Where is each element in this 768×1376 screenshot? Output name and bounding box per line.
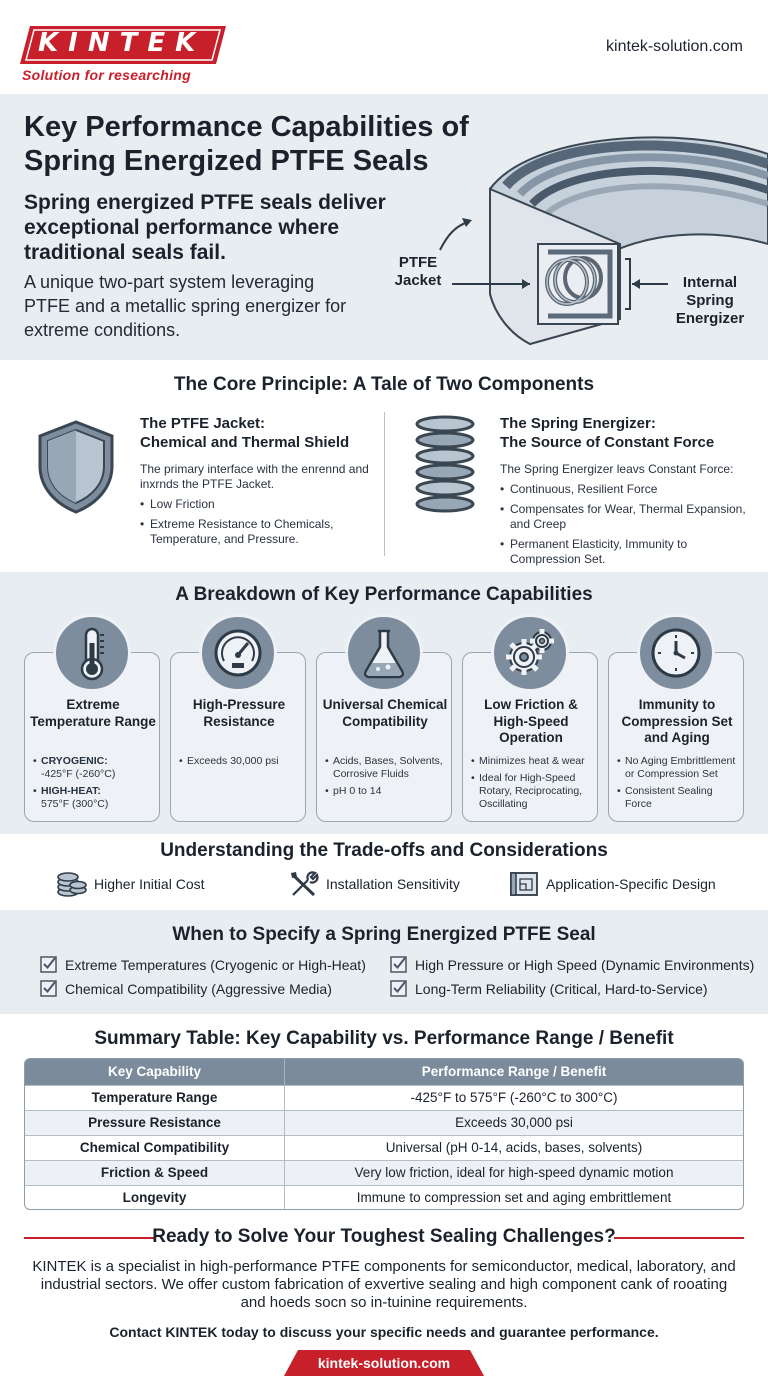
when-title: When to Specify a Spring Energized PTFE Seal — [172, 924, 596, 945]
table-row — [25, 1110, 743, 1135]
card-title: Universal Chemical Compatibility — [322, 697, 448, 729]
table-row — [25, 1185, 743, 1210]
table-cell: -425°F to 575°F (-260°C to 300°C) — [410, 1090, 618, 1105]
ptfe-jacket-heading-2: Chemical and Thermal Shield — [140, 434, 350, 451]
tradeoff-label: Higher Initial Cost — [94, 876, 205, 892]
tradeoffs-title: Understanding the Trade-offs and Considerations — [160, 840, 608, 861]
cta-url-button[interactable] — [284, 1350, 484, 1376]
table-cell: Longevity — [25, 1186, 285, 1210]
list-item: • Permanent Elasticity, Immunity to Compression Set. — [500, 537, 752, 567]
tools-icon — [288, 870, 320, 898]
core-divider — [384, 412, 385, 556]
checkbox-icon — [40, 956, 57, 973]
table-header: Performance Range / Benefit — [421, 1064, 607, 1079]
list-item: • Exceeds 30,000 psi — [179, 755, 303, 768]
checkbox-icon — [40, 980, 57, 997]
hero-section — [0, 94, 768, 360]
card-title: Extreme Temperature Range — [30, 697, 156, 729]
card-list — [33, 755, 157, 815]
tradeoff-cost — [56, 870, 205, 898]
hero-body: A unique two-part system leveraging PTFE and a metallic spring energizer for extreme conditions. — [24, 272, 347, 340]
table-header: Key Capability — [25, 1059, 285, 1085]
ptfe-jacket-list — [140, 497, 370, 547]
checklist-item: Extreme Temperatures (Cryogenic or High-Heat) — [40, 956, 366, 973]
logo-text: KINTEK — [38, 28, 206, 58]
tradeoff-label: Installation Sensitivity — [326, 876, 460, 892]
list-item: • No Aging Embrittlement or Compression Set — [617, 755, 741, 781]
checklist-item: Long-Term Reliability (Critical, Hard-to-Service) — [390, 980, 708, 997]
logo[interactable] — [20, 24, 226, 71]
table-row — [25, 1135, 743, 1160]
card-list — [325, 755, 449, 802]
list-item: • Acids, Bases, Solvents, Corrosive Fluids — [325, 755, 449, 781]
list-item: • Compensates for Wear, Thermal Expansion, and Creep — [500, 502, 752, 532]
card-list — [617, 755, 741, 815]
checklist-item: Chemical Compatibility (Aggressive Media) — [40, 980, 332, 997]
table-cell: Pressure Resistance — [25, 1111, 285, 1135]
table-cell: Very low friction, ideal for high-speed dynamic motion — [354, 1165, 674, 1180]
label-ptfe-jacket: PTFE Jacket — [394, 254, 442, 289]
spring-text: The Spring Energizer leavs Constant Force: — [500, 462, 734, 476]
checkbox-icon — [390, 980, 407, 997]
clock-icon — [637, 614, 715, 692]
table-header-row — [25, 1059, 743, 1085]
card-title: Low Friction & High-Speed Operation — [484, 697, 578, 745]
tradeoff-design — [508, 870, 716, 898]
spring-energizer-block — [500, 414, 752, 572]
table-cell: Exceeds 30,000 psi — [455, 1115, 573, 1130]
flask-icon — [345, 614, 423, 692]
ptfe-jacket-block — [140, 414, 370, 552]
table-cell: Immune to compression set and aging embrittlement — [356, 1190, 672, 1205]
card-title: High-Pressure Resistance — [192, 697, 286, 729]
cta-contact: Contact KINTEK today to discuss your specific needs and guarantee performance. — [109, 1324, 659, 1340]
pressure-gauge-icon — [199, 614, 277, 692]
summary-table — [24, 1058, 744, 1210]
checkbox-icon — [390, 956, 407, 973]
list-item: • pH 0 to 14 — [325, 785, 449, 798]
cta-url[interactable]: kintek-solution.com — [317, 1355, 451, 1371]
list-item: • HIGH-HEAT: 575°F (300°C) — [33, 785, 157, 811]
ptfe-jacket-text: The primary interface with the enrennd and inxrnds the PTFE Jacket. — [140, 462, 369, 491]
list-item: • Extreme Resistance to Chemicals, Temperature, and Pressure. — [140, 517, 370, 547]
list-item: • Low Friction — [140, 497, 370, 512]
table-cell: Friction & Speed — [25, 1161, 285, 1185]
thermometer-icon — [53, 614, 131, 692]
cta-body: KINTEK is a specialist in high-performance PTFE components for semiconductor, medical, laboratory, and industrial sectors. We offer custom fabrication of exvertive sealing and high component cank of rooating and hoeds socn so in-tuinine requirements. — [32, 1258, 736, 1311]
blueprint-icon — [508, 870, 540, 898]
table-cell: Chemical Compatibility — [25, 1136, 285, 1160]
label-internal-spring: Internal Spring Energizer — [675, 274, 745, 327]
spring-heading-2: The Source of Constant Force — [500, 434, 715, 451]
ptfe-jacket-heading-1: The PTFE Jacket: — [140, 415, 266, 432]
table-row — [25, 1160, 743, 1185]
card-title: Immunity to Compression Set and Aging — [621, 697, 733, 745]
tradeoff-installation — [288, 870, 460, 898]
breakdown-title: A Breakdown of Key Performance Capabilities — [175, 584, 593, 605]
spring-list — [500, 482, 752, 567]
header — [0, 0, 768, 94]
hero-subtitle: Spring energized PTFE seals deliver exceptional performance where traditional seals fail. — [24, 191, 386, 264]
list-item: • CRYOGENIC: -425°F (-260°C) — [33, 755, 157, 781]
card-list — [471, 755, 595, 815]
list-item: • Continuous, Resilient Force — [500, 482, 752, 497]
site-url[interactable]: kintek-solution.com — [606, 38, 743, 55]
cta-title: Ready to Solve Your Toughest Sealing Challenges? — [152, 1226, 616, 1247]
table-cell: Universal (pH 0-14, acids, bases, solvents) — [385, 1140, 643, 1155]
spring-heading-1: The Spring Energizer: — [500, 415, 656, 432]
shield-icon — [34, 418, 118, 514]
table-row — [25, 1085, 743, 1110]
core-principle-title: The Core Principle: A Tale of Two Components — [173, 374, 595, 395]
page-title: Key Performance Capabilities of Spring Energized PTFE Seals — [24, 111, 469, 177]
table-cell: Temperature Range — [25, 1086, 285, 1110]
card-list — [179, 755, 303, 772]
summary-title: Summary Table: Key Capability vs. Performance Range / Benefit — [94, 1028, 674, 1049]
list-item: • Ideal for High-Speed Rotary, Reciprocating, Oscillating — [471, 772, 595, 811]
tradeoff-label: Application-Specific Design — [546, 876, 716, 892]
coins-icon — [56, 870, 88, 898]
logo-tagline: Solution for researching — [22, 67, 191, 83]
list-item: • Consistent Sealing Force — [617, 785, 741, 811]
list-item: • Minimizes heat & wear — [471, 755, 595, 768]
checklist-item: High Pressure or High Speed (Dynamic Environments) — [390, 956, 754, 973]
coil-spring-icon — [412, 414, 478, 514]
gears-icon — [491, 614, 569, 692]
